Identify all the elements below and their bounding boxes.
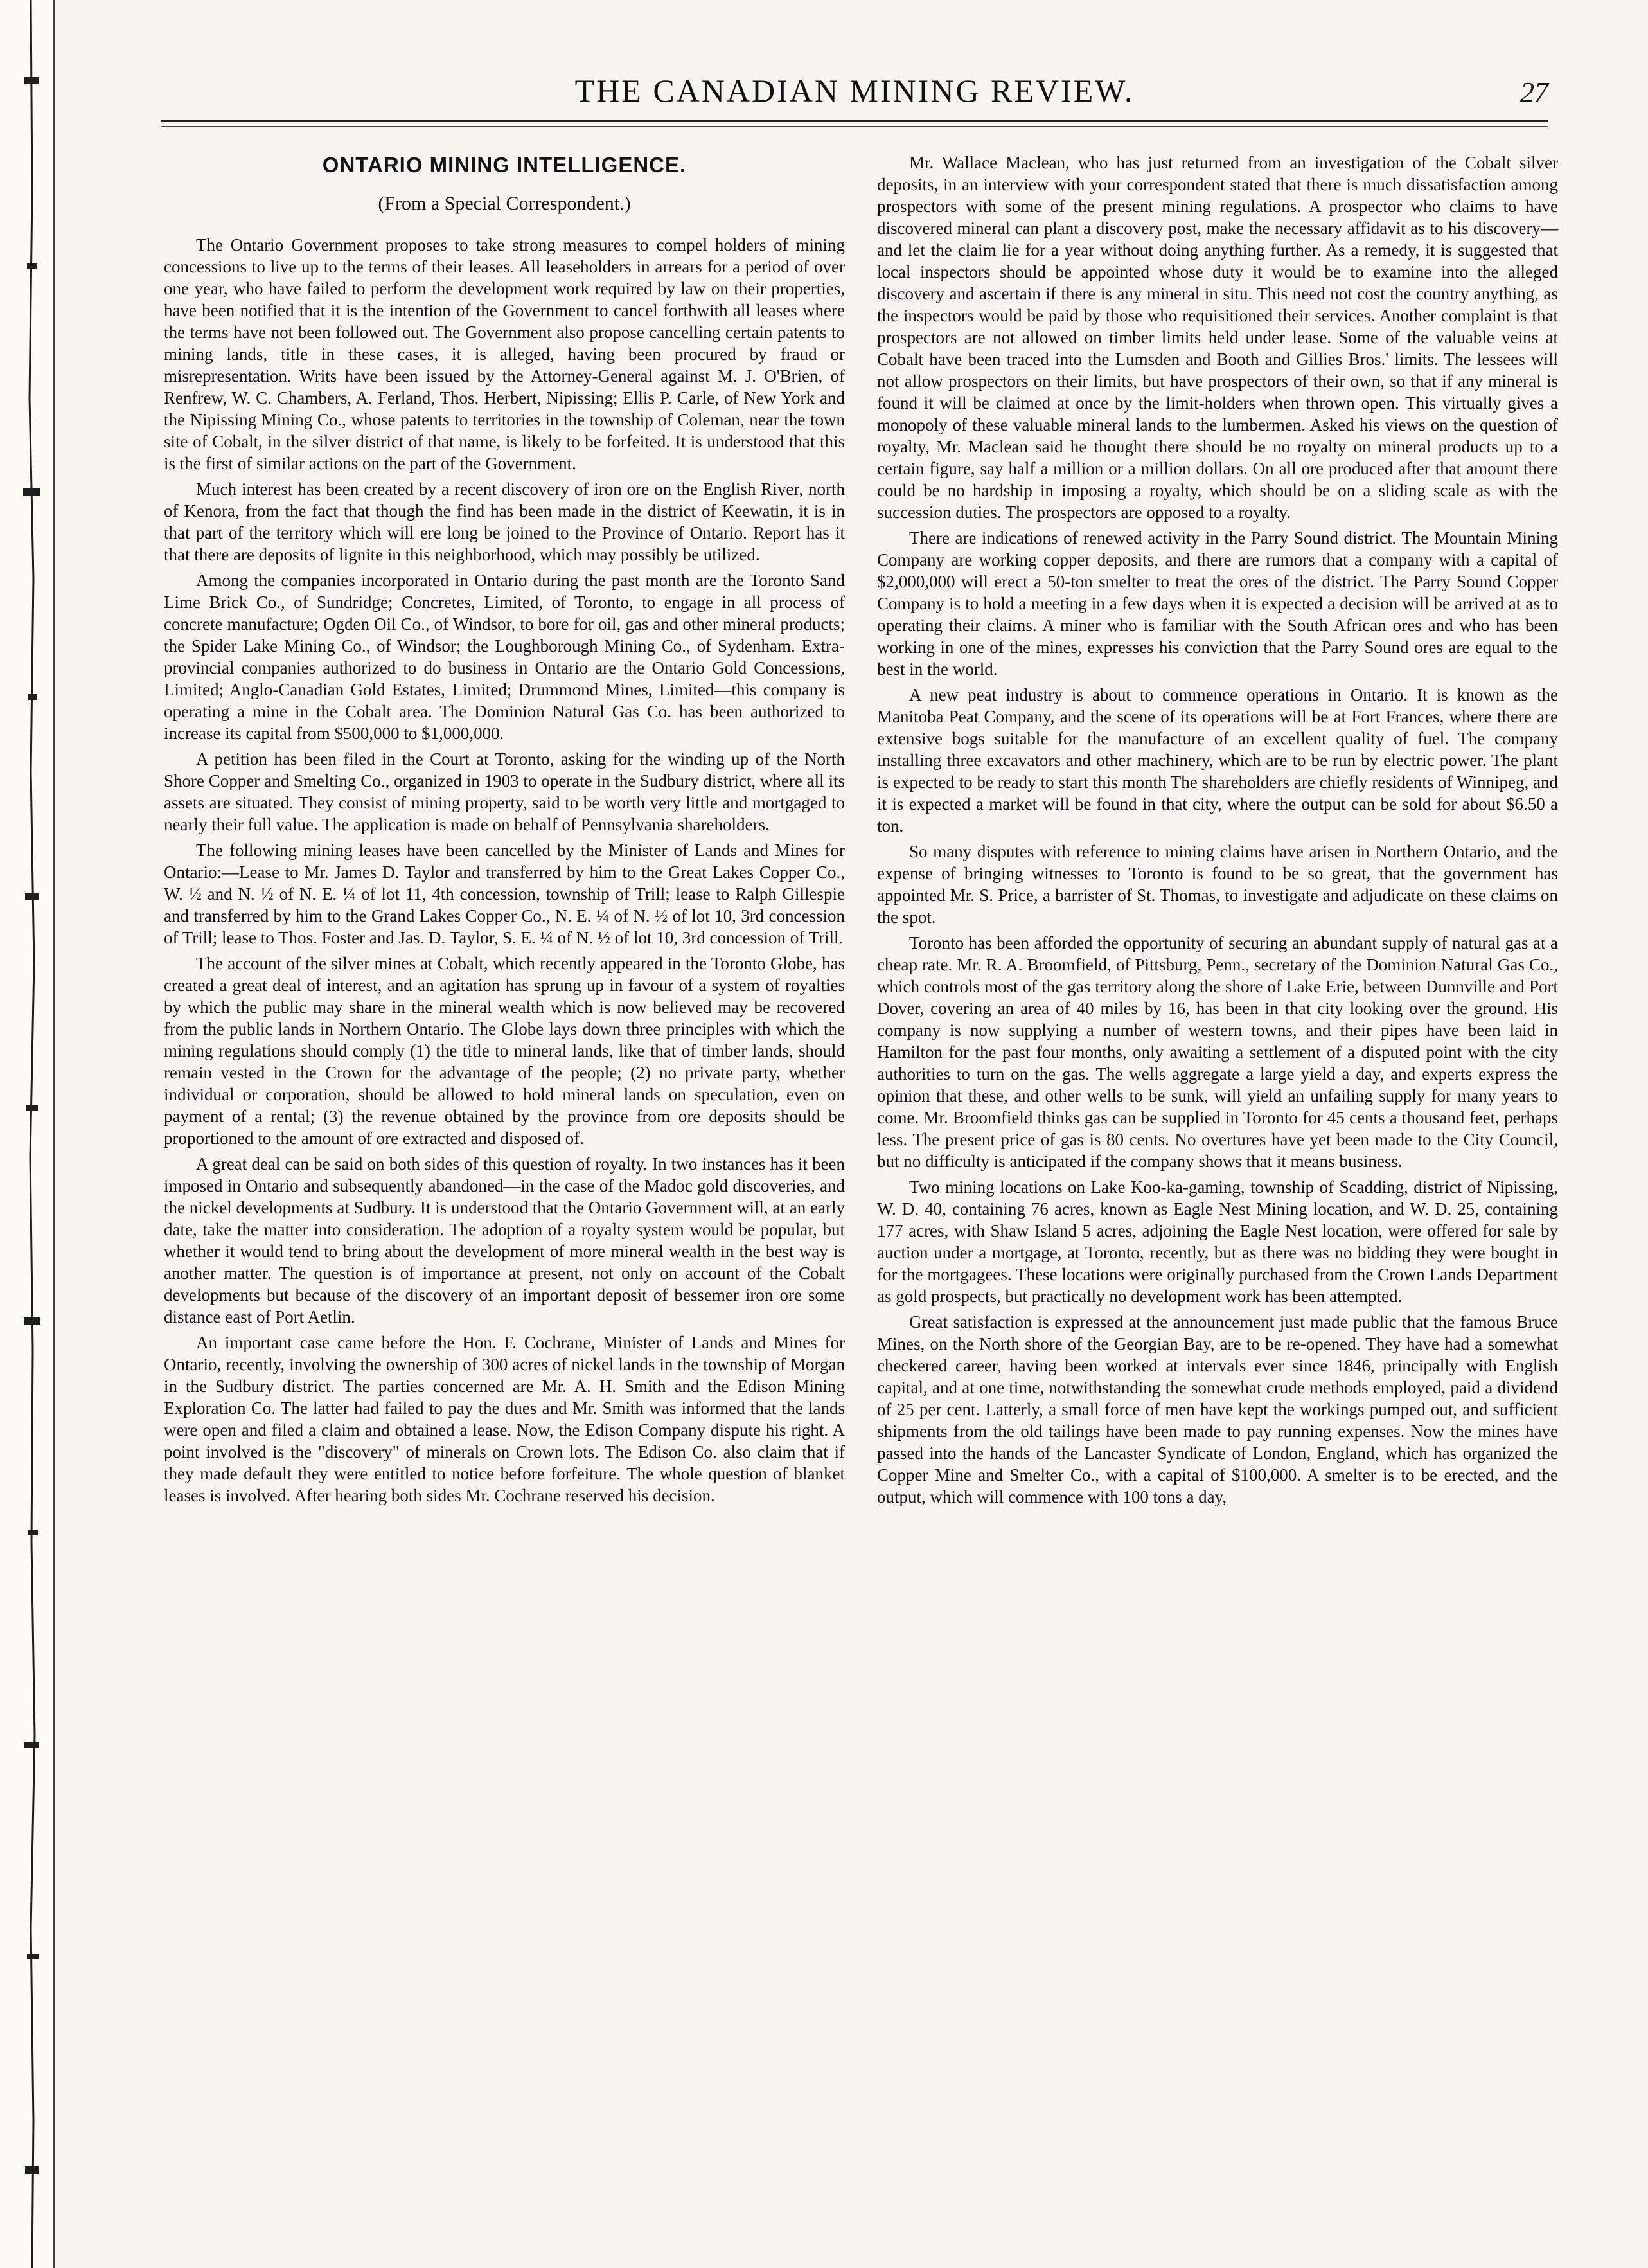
paragraph: The account of the silver mines at Cobalt, which recently appeared in the Toronto Globe, has created a great deal of interest, and an agitation has sprung up in favour of a system of royalties by which the public may share in the mineral wealth which is now believed may be recovered from the public lands in Northern Ontario. The Globe lays down three principles with which the mining regulations should comply (1) the title to mineral lands, like that of timber lands, should remain vested in the Crown for the advantage of the people; (2) no private party, whether individual or corporation, should be allowed to hold mineral lands on speculation, even on payment of a rental; (3) the revenue obtained by the province from ore deposits should be proportioned to the amount of ore extracted and disposed of. <box>164 954 845 1148</box>
left-column <box>164 152 845 1510</box>
page-header <box>161 59 1548 111</box>
paragraph: The following mining leases have been cancelled by the Minister of Lands and Mines for Ontario:—Lease to Mr. James D. Taylor and transferred by him to the Great Lakes Copper Co., W. ½ and N. ½ of N. E. ¼ of lot 11, 4th concession, township of Trill; lease to Ralph Gillespie and transferred by him to the Grand Lakes Copper Co., N. E. ¼ of N. ½ of lot 10, 3rd concession of Trill; lease to Thos. Foster and Jas. D. Taylor, S. E. ¼ of N. ½ of lot 10, 3rd concession of Trill. <box>164 841 845 947</box>
article-byline: (From a Special Correspondent.) <box>378 193 631 214</box>
binding-stitch-marks <box>5 0 50 2268</box>
header-rule-thick <box>161 120 1548 122</box>
paragraph: Great satisfaction is expressed at the announcement just made public that the famous Bruce Mines, on the North shore of the Georgian Bay, are to be re-opened. They have had a somewhat checkered career, having been worked at intervals ever since 1846, principally with English capital, and at one time, notwithstanding the somewhat crude methods employed, paid a dividend of 25 per cent. Latterly, a small force of men have kept the workings pumped out, and sufficient shipments from the old tailings have been made to pay running expenses. Now the mines have passed into the hands of the Lancaster Syndicate of London, England, which has organized the Copper Mine and Smelter Co., with a capital of $100,000. A smelter is to be erected, and the output, which will commence with 100 tons a day, <box>877 1312 1558 1506</box>
page-binding-edge <box>0 0 55 2268</box>
header-rule-thin <box>161 126 1548 127</box>
right-column <box>877 152 1558 1512</box>
paragraph: Two mining locations on Lake Koo-ka-gaming, township of Scadding, district of Nipissing, W. D. 40, containing 76 acres, known as Eagle Nest Mining location, and W. D. 25, containing 177 acres, with Shaw Island 5 acres, adjoining the Eagle Nest location, were offered for sale by auction under a mortgage, at Toronto, recently, but as there was no bidding they were bought in for the mortgagees. These locations were originally purchased from the Crown Lands Department as gold prospects, but practically no development work has been attempted. <box>877 1177 1558 1306</box>
paragraph: Toronto has been afforded the opportunity of securing an abundant supply of natural gas at a cheap rate. Mr. R. A. Broomfield, of Pittsburg, Penn., secretary of the Dominion Natural Gas Co., which controls most of the gas territory along the shore of Lake Erie, between Dunnville and Port Dover, covering an area of 40 miles by 16, has been in that city looking over the ground. His company is now supplying a number of western towns, and their pipes have been laid in Hamilton for the past four months, only awaiting a settlement of a disputed point with the city authorities to turn on the gas. The wells aggregate a large yield a day, and experts express the opinion that these, and other wells to be sunk, will yield an unfailing supply for many years to come. Mr. Broomfield thinks gas can be supplied in Toronto for 45 cents a thousand feet, perhaps less. The present price of gas is 80 cents. No overtures have yet been made to the City Council, but no difficulty is anticipated if the company shows that it means business. <box>877 933 1558 1171</box>
paragraph: A great deal can be said on both sides of this question of royalty. In two instances has it been imposed in Ontario and subsequently abandoned—in the case of the Madoc gold discoveries, and the nickel developments at Sudbury. It is understood that the Ontario Government will, at an early date, take the matter into consideration. The adoption of a royalty system would be popular, but whether it would tend to bring about the development of more mineral wealth in the best way is another matter. The question is of importance at present, not only on account of the Cobalt developments but because of the discovery of an important deposit of bessemer iron ore some distance east of Port Aetlin. <box>164 1154 845 1326</box>
paragraph: Much interest has been created by a recent discovery of iron ore on the English River, north of Kenora, from the fact that though the find has been made in the district of Keewatin, it is in that part of the territory which will ere long be joined to the Province of Ontario. Report has it that there are deposits of lignite in this neighborhood, which may possibly be utilized. <box>164 479 845 564</box>
binding-line <box>53 0 55 2268</box>
paragraph: There are indications of renewed activity in the Parry Sound district. The Mountain Mining Company are working copper deposits, and there are rumors that a company with a capital of $2,000,000 will erect a 50-ton smelter to treat the ores of the district. The Parry Sound Copper Company is to hold a meeting in a few days when it is expected a decision will be arrived at as to operating their claims. A miner who is familiar with the South African ores and who has been working in one of the mines, expresses his conviction that the Parry Sound ores are equal to the best in the world. <box>877 528 1558 679</box>
paragraph: The Ontario Government proposes to take strong measures to compel holders of mining concessions to live up to the terms of their leases. All leaseholders in arrears for a period of over one year, who have failed to perform the development work required by law on their properties, have been notified that it is the intention of the Government to cancel forthwith all leases where the terms have not been followed out. The Government also propose cancelling certain patents to mining lands, title in these cases, it is alleged, having been procured by fraud or misrepresentation. Writs have been issued by the Attorney-General against M. J. O'Brien, of Renfrew, W. C. Chambers, A. Ferland, Thos. Herbert, Nipissing; Ellis P. Carle, of New York and the Nipissing Mining Co., whose patents to territories in the township of Coleman, near the town site of Cobalt, in the silver district of that name, is likely to be forfeited. It is understood that this is the first of similar actions on the part of the Government. <box>164 235 845 473</box>
paragraph: A new peat industry is about to commence operations in Ontario. It is known as the Manitoba Peat Company, and the scene of its operations will be at Fort Frances, where there are extensive bogs suitable for the manufacture of an excellent quality of fuel. The company installing three excavators and other machinery, which are to be run by electric power. The plant is expected to be ready to start this month The shareholders are chiefly residents of Winnipeg, and it is expected a market will be found in that city, where the output can be sold for about $6.50 a ton. <box>877 685 1558 835</box>
journal-title: THE CANADIAN MINING REVIEW. <box>574 73 1135 109</box>
paragraph: An important case came before the Hon. F. Cochrane, Minister of Lands and Mines for Ontario, recently, involving the ownership of 300 acres of nickel lands in the township of Morgan in the Sudbury district. The parties concerned are Mr. A. H. Smith and the Edison Mining Exploration Co. The latter had failed to pay the dues and Mr. Smith was informed that the lands were open and filed a claim and obtained a lease. Now, the Edison Company dispute his right. A point involved is the "discovery" of minerals on Crown lots. The Edison Co. also claim that if they made default they were entitled to notice before forfeiture. The whole question of blanket leases is involved. After hearing both sides Mr. Cochrane reserved his decision. <box>164 1333 845 1505</box>
page-number: 27 <box>1520 76 1548 108</box>
article-title: ONTARIO MINING INTELLIGENCE. <box>322 153 687 177</box>
paragraph: A petition has been filed in the Court at Toronto, asking for the winding up of the North Shore Copper and Smelting Co., organized in 1903 to operate in the Sudbury district, where all its assets are situated. They consist of mining property, said to be worth very little and mortgaged to nearly their full value. The application is made on behalf of Pennsylvania shareholders. <box>164 749 845 834</box>
paragraph: Among the companies incorporated in Ontario during the past month are the Toronto Sand Lime Brick Co., of Sundridge; Concretes, Limited, of Toronto, to engage in all process of concrete manufacture; Ogden Oil Co., of Windsor, to bore for oil, gas and other mineral products; the Spider Lake Mining Co., of Windsor; the Loughborough Mining Co., of Sydenham. Extra-provincial companies authorized to do business in Ontario are the Ontario Gold Concessions, Limited; Anglo-Canadian Gold Estates, Limited; Drummond Mines, Limited—this company is operating a mine in the Cobalt area. The Dominion Natural Gas Co. has been authorized to increase its capital from $500,000 to $1,000,000. <box>164 571 845 743</box>
paragraph: So many disputes with reference to mining claims have arisen in Northern Ontario, and the expense of bringing witnesses to Toronto is found to be so great, that the government has appointed Mr. S. Price, a barrister of St. Thomas, to investigate and adjudicate on these claims on the spot. <box>877 842 1558 927</box>
paragraph: Mr. Wallace Maclean, who has just returned from an investigation of the Cobalt silver deposits, in an interview with your correspondent stated that there is much dissatisfaction among prospectors with some of the present mining regulations. A prospector who claims to have discovered mineral can plant a discovery post, make the necessary affidavit as to his discovery—and let the claim lie for a year without doing anything further. As a remedy, it is suggested that local inspectors should be appointed whose duty it would be to examine into the alleged discovery and ascertain if there is any mineral in situ. This need not cost the country anything, as the inspectors would be paid by those who requisitioned their services. Another complaint is that prospectors are not allowed on timber limits held under lease. Some of the valuable veins at Cobalt have been traced into the Lumsden and Booth and Gillies Bros.' limits. The lessees will not allow prospectors on their limits, but have prospectors of their own, so that if any mineral is found it will be claimed at once by the limit-holders when thrown open. This virtually gives a monopoly of these valuable mineral lands to the lumbermen. Asked his views on the question of royalty, Mr. Maclean said he thought there should be no royalty on mineral products up to a certain figure, say half a million or a million dollars. On all ore produced after that amount there could be no hardship in imposing a royalty, which should be on a sliding scale as with the succession duties. The prospectors are opposed to a royalty. <box>877 153 1558 522</box>
